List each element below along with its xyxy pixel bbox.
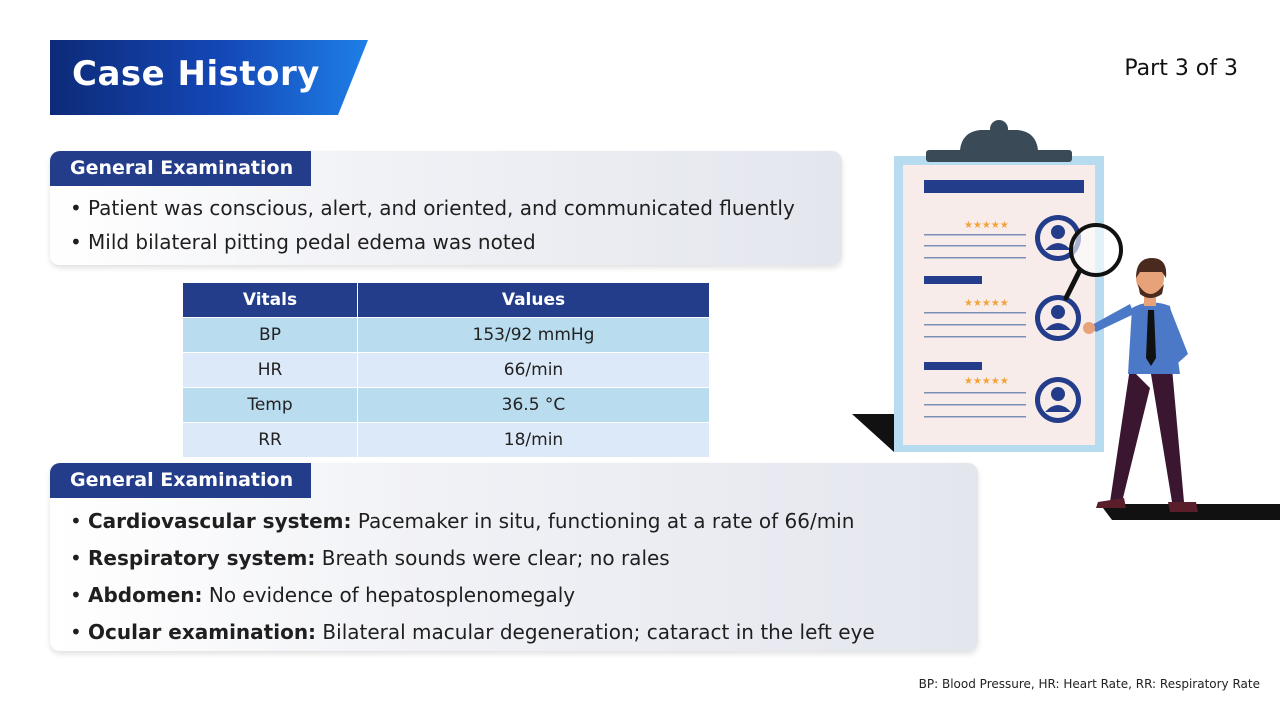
column-header-values: Values <box>358 283 710 318</box>
table-row <box>183 388 709 423</box>
footnote: BP: Blood Pressure, HR: Heart Rate, RR: Respiratory Rate <box>918 677 1260 691</box>
clipboard-with-doctor-and-magnifier-icon <box>850 118 1280 528</box>
vital-name: RR <box>183 423 358 458</box>
item-label: Abdomen: <box>88 583 203 607</box>
table-row <box>183 423 709 458</box>
part-indicator: Part 3 of 3 <box>1124 56 1238 81</box>
general-examination-panel-1 <box>50 151 842 265</box>
list-item: • Mild bilateral pitting pedal edema was noted <box>70 225 795 259</box>
vital-value: 18/min <box>358 423 710 458</box>
svg-text:★★★★★: ★★★★★ <box>964 376 1009 387</box>
vital-value: 153/92 mmHg <box>358 318 710 353</box>
vital-value: 36.5 °C <box>358 388 710 423</box>
list-item: • Patient was conscious, alert, and oriented, and communicated fluently <box>70 191 795 225</box>
item-label: Cardiovascular system: <box>88 509 352 533</box>
item-text: Breath sounds were clear; no rales <box>315 546 670 570</box>
page-title: Case History <box>72 54 320 94</box>
list-item <box>70 540 875 577</box>
vital-name: BP <box>183 318 358 353</box>
general-examination-panel-2 <box>50 463 978 651</box>
svg-text:★★★★★: ★★★★★ <box>964 220 1009 231</box>
vitals-table <box>183 283 709 457</box>
section-heading: General Examination <box>50 151 311 186</box>
vital-name: Temp <box>183 388 358 423</box>
bullet-list <box>70 503 875 651</box>
vital-name: HR <box>183 353 358 388</box>
item-text: Pacemaker in situ, functioning at a rate of 66/min <box>351 509 855 533</box>
list-item <box>70 503 875 540</box>
item-text: Bilateral macular degeneration; cataract in the left eye <box>316 620 875 644</box>
title-banner <box>50 40 368 115</box>
svg-text:★★★★★: ★★★★★ <box>964 298 1009 309</box>
section-heading: General Examination <box>50 463 311 498</box>
vital-value: 66/min <box>358 353 710 388</box>
item-label: Ocular examination: <box>88 620 317 644</box>
bullet-list <box>70 191 795 259</box>
table-row <box>183 318 709 353</box>
table-row <box>183 353 709 388</box>
table-header-row <box>183 283 709 318</box>
item-label: Respiratory system: <box>88 546 316 570</box>
column-header-vitals: Vitals <box>183 283 358 318</box>
list-item <box>70 614 875 651</box>
item-text: No evidence of hepatosplenomegaly <box>202 583 576 607</box>
list-item <box>70 577 875 614</box>
